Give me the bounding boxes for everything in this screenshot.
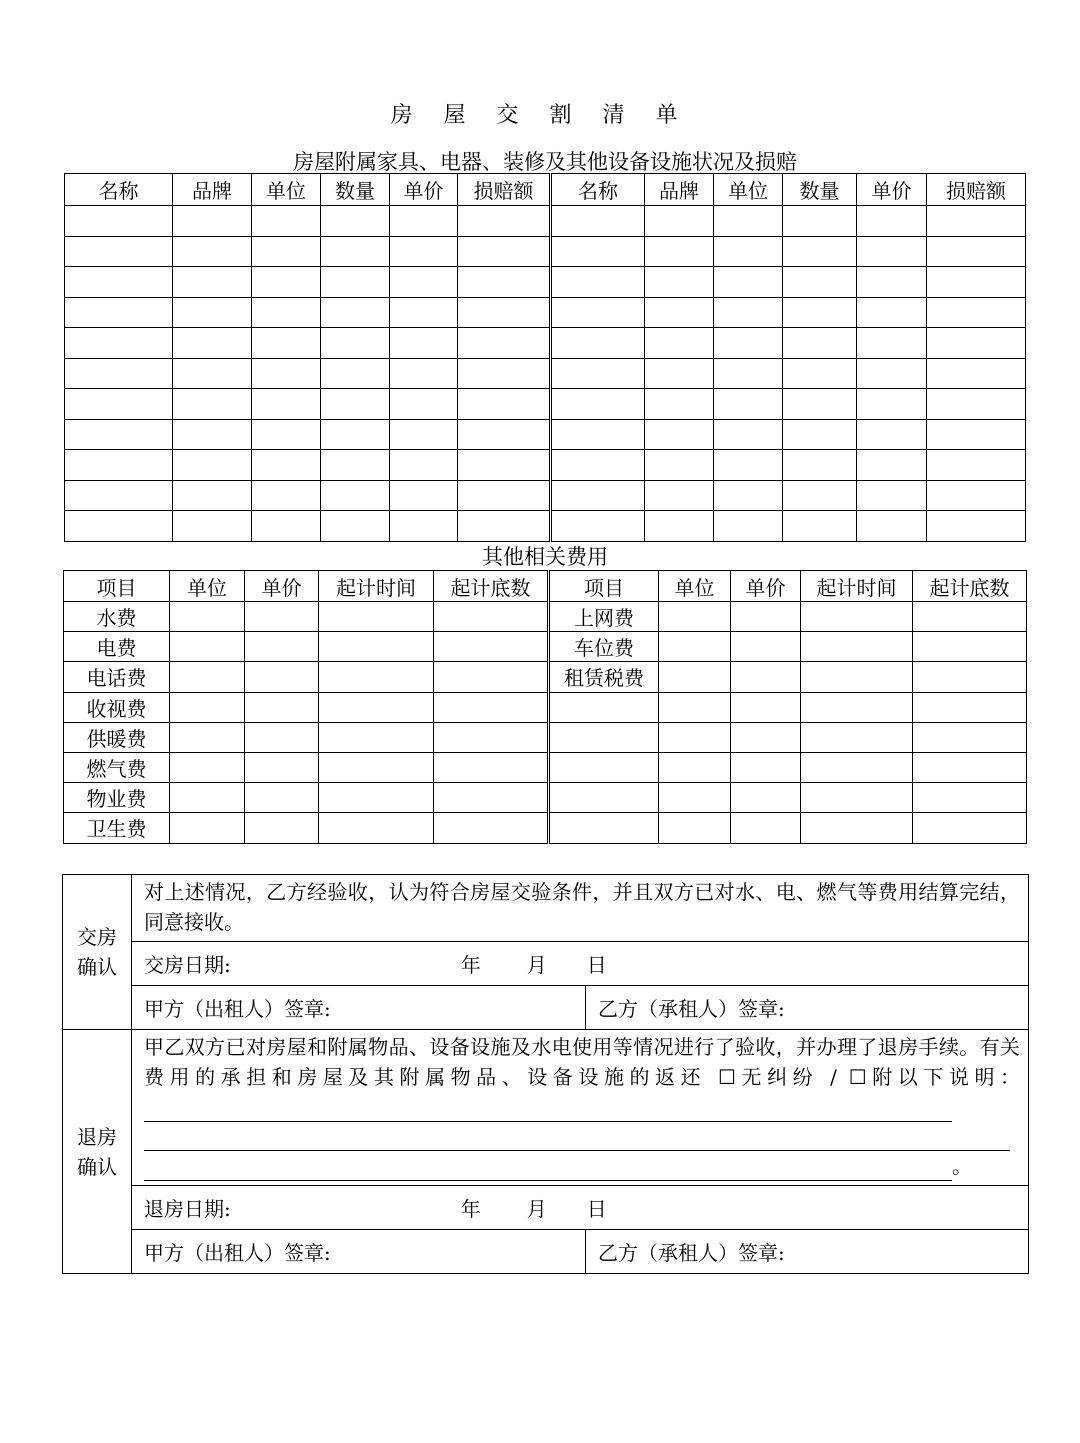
furniture-cell[interactable] bbox=[927, 419, 1026, 450]
fee-item-right bbox=[549, 783, 659, 813]
furniture-cell[interactable] bbox=[65, 267, 173, 298]
fee-cell[interactable] bbox=[319, 813, 434, 843]
furniture-cell[interactable] bbox=[927, 358, 1026, 389]
header-item: 项目 bbox=[549, 571, 659, 602]
fee-cell[interactable] bbox=[319, 783, 434, 813]
fee-cell[interactable] bbox=[913, 722, 1027, 752]
furniture-cell[interactable] bbox=[252, 450, 321, 481]
furniture-cell[interactable] bbox=[714, 358, 783, 389]
furniture-cell[interactable] bbox=[714, 389, 783, 420]
furniture-cell[interactable] bbox=[927, 267, 1026, 298]
checkout-party-a-sign: 甲方（出租人）签章: bbox=[132, 1230, 586, 1274]
furniture-cell[interactable] bbox=[321, 267, 390, 298]
furniture-cell[interactable] bbox=[321, 206, 390, 237]
furniture-cell[interactable] bbox=[714, 236, 783, 267]
furniture-row bbox=[65, 389, 1026, 420]
fees-section-title: 其他相关费用 bbox=[482, 545, 608, 569]
page-title: 房 屋 交 割 清 单 bbox=[390, 103, 690, 128]
fee-cell[interactable] bbox=[245, 752, 319, 782]
furniture-cell[interactable] bbox=[173, 480, 252, 511]
fee-cell[interactable] bbox=[801, 783, 913, 813]
furniture-row bbox=[65, 419, 1026, 450]
fee-cell[interactable] bbox=[659, 632, 731, 662]
furniture-section-title: 房屋附属家具、电器、装修及其他设备设施状况及损赔 bbox=[293, 150, 797, 174]
furniture-cell[interactable] bbox=[458, 297, 551, 328]
fee-item-left: 电费 bbox=[64, 632, 170, 662]
fee-cell[interactable] bbox=[170, 632, 245, 662]
fee-cell[interactable] bbox=[801, 722, 913, 752]
header-quantity: 数量 bbox=[321, 174, 390, 206]
fee-cell[interactable] bbox=[801, 692, 913, 722]
fee-cell[interactable] bbox=[170, 752, 245, 782]
furniture-cell[interactable] bbox=[857, 297, 927, 328]
checkout-day: 日 bbox=[586, 1197, 607, 1221]
fee-item-right: 上网费 bbox=[549, 602, 659, 632]
furniture-cell[interactable] bbox=[783, 419, 857, 450]
fee-cell[interactable] bbox=[434, 662, 549, 692]
furniture-cell[interactable] bbox=[390, 480, 458, 511]
fee-item-left: 收视费 bbox=[64, 692, 170, 722]
furniture-cell[interactable] bbox=[458, 389, 551, 420]
fee-item-left: 物业费 bbox=[64, 783, 170, 813]
furniture-cell[interactable] bbox=[321, 450, 390, 481]
fee-cell[interactable] bbox=[913, 602, 1027, 632]
furniture-row bbox=[65, 511, 1026, 542]
furniture-cell[interactable] bbox=[390, 389, 458, 420]
furniture-cell[interactable] bbox=[65, 328, 173, 359]
furniture-cell[interactable] bbox=[645, 267, 714, 298]
furniture-cell[interactable] bbox=[551, 236, 645, 267]
furniture-cell[interactable] bbox=[645, 236, 714, 267]
fee-cell[interactable] bbox=[434, 722, 549, 752]
furniture-cell[interactable] bbox=[390, 236, 458, 267]
furniture-cell[interactable] bbox=[714, 297, 783, 328]
furniture-cell[interactable] bbox=[645, 450, 714, 481]
fee-cell[interactable] bbox=[913, 783, 1027, 813]
furniture-cell[interactable] bbox=[783, 358, 857, 389]
furniture-cell[interactable] bbox=[857, 389, 927, 420]
fee-item-right: 租赁税费 bbox=[549, 662, 659, 692]
fee-cell[interactable] bbox=[801, 602, 913, 632]
furniture-cell[interactable] bbox=[173, 328, 252, 359]
furniture-cell[interactable] bbox=[390, 297, 458, 328]
furniture-cell[interactable] bbox=[645, 511, 714, 542]
furniture-cell[interactable] bbox=[458, 206, 551, 237]
furniture-cell[interactable] bbox=[390, 328, 458, 359]
furniture-cell[interactable] bbox=[65, 450, 173, 481]
confirmation-table bbox=[62, 874, 1029, 1274]
furniture-cell[interactable] bbox=[458, 328, 551, 359]
furniture-cell[interactable] bbox=[783, 267, 857, 298]
furniture-cell[interactable] bbox=[857, 511, 927, 542]
furniture-row bbox=[65, 480, 1026, 511]
checkout-end-mark: 。 bbox=[952, 1154, 972, 1178]
furniture-cell[interactable] bbox=[783, 206, 857, 237]
furniture-cell[interactable] bbox=[458, 419, 551, 450]
furniture-cell[interactable] bbox=[390, 206, 458, 237]
handover-year: 年 bbox=[460, 953, 481, 977]
remark-line-1[interactable] bbox=[144, 1099, 952, 1122]
furniture-cell[interactable] bbox=[857, 480, 927, 511]
fee-cell[interactable] bbox=[913, 692, 1027, 722]
furniture-cell[interactable] bbox=[927, 450, 1026, 481]
fee-row bbox=[64, 602, 1027, 632]
fee-cell[interactable] bbox=[434, 602, 549, 632]
handover-label-line1: 交房 bbox=[77, 925, 117, 949]
header-unit: 单位 bbox=[714, 174, 783, 206]
fee-row bbox=[64, 692, 1027, 722]
header-unit-price: 单价 bbox=[731, 571, 801, 602]
fee-cell[interactable] bbox=[319, 722, 434, 752]
furniture-cell[interactable] bbox=[551, 358, 645, 389]
header-unit: 单位 bbox=[170, 571, 245, 602]
checkout-date-row bbox=[132, 1186, 1029, 1230]
furniture-cell[interactable] bbox=[645, 206, 714, 237]
fee-cell[interactable] bbox=[659, 602, 731, 632]
furniture-cell[interactable] bbox=[714, 267, 783, 298]
furniture-cell[interactable] bbox=[927, 389, 1026, 420]
fee-item-left: 水费 bbox=[64, 602, 170, 632]
fee-cell[interactable] bbox=[245, 813, 319, 843]
furniture-cell[interactable] bbox=[927, 480, 1026, 511]
furniture-cell[interactable] bbox=[65, 480, 173, 511]
furniture-cell[interactable] bbox=[65, 511, 173, 542]
remark-line-2[interactable] bbox=[144, 1122, 1010, 1151]
furniture-cell[interactable] bbox=[927, 297, 1026, 328]
furniture-cell[interactable] bbox=[714, 419, 783, 450]
fee-cell[interactable] bbox=[170, 602, 245, 632]
furniture-cell[interactable] bbox=[783, 480, 857, 511]
furniture-row bbox=[65, 450, 1026, 481]
fee-cell[interactable] bbox=[170, 662, 245, 692]
handover-party-a-sign: 甲方（出租人）签章: bbox=[132, 986, 586, 1030]
fee-cell[interactable] bbox=[245, 632, 319, 662]
furniture-cell[interactable] bbox=[857, 328, 927, 359]
furniture-cell[interactable] bbox=[927, 511, 1026, 542]
furniture-cell[interactable] bbox=[458, 480, 551, 511]
fee-item-right: 车位费 bbox=[549, 632, 659, 662]
fee-cell[interactable] bbox=[245, 783, 319, 813]
header-unit-price: 单价 bbox=[390, 174, 458, 206]
furniture-cell[interactable] bbox=[857, 236, 927, 267]
fee-cell[interactable] bbox=[731, 813, 801, 843]
furniture-cell[interactable] bbox=[321, 389, 390, 420]
furniture-cell[interactable] bbox=[173, 450, 252, 481]
fee-cell[interactable] bbox=[245, 722, 319, 752]
header-quantity: 数量 bbox=[783, 174, 857, 206]
furniture-cell[interactable] bbox=[321, 236, 390, 267]
furniture-cell[interactable] bbox=[252, 297, 321, 328]
checkout-statement-cell bbox=[132, 1030, 1029, 1186]
furniture-cell[interactable] bbox=[252, 480, 321, 511]
furniture-cell[interactable] bbox=[252, 328, 321, 359]
furniture-cell[interactable] bbox=[645, 419, 714, 450]
furniture-cell[interactable] bbox=[252, 267, 321, 298]
fee-cell[interactable] bbox=[170, 692, 245, 722]
furniture-cell[interactable] bbox=[857, 419, 927, 450]
fee-cell[interactable] bbox=[731, 722, 801, 752]
header-unit-price: 单价 bbox=[245, 571, 319, 602]
checkout-label-line2: 确认 bbox=[77, 1154, 117, 1179]
furniture-cell[interactable] bbox=[65, 236, 173, 267]
fee-cell[interactable] bbox=[659, 722, 731, 752]
furniture-cell[interactable] bbox=[551, 206, 645, 237]
furniture-cell[interactable] bbox=[783, 389, 857, 420]
fee-cell[interactable] bbox=[913, 632, 1027, 662]
furniture-cell[interactable] bbox=[857, 358, 927, 389]
furniture-cell[interactable] bbox=[551, 297, 645, 328]
furniture-cell[interactable] bbox=[714, 328, 783, 359]
fee-cell[interactable] bbox=[434, 752, 549, 782]
fee-cell[interactable] bbox=[245, 692, 319, 722]
fee-cell[interactable] bbox=[801, 662, 913, 692]
furniture-cell[interactable] bbox=[927, 206, 1026, 237]
furniture-cell[interactable] bbox=[927, 236, 1026, 267]
fee-cell[interactable] bbox=[801, 752, 913, 782]
furniture-cell[interactable] bbox=[783, 511, 857, 542]
furniture-cell[interactable] bbox=[551, 389, 645, 420]
handover-label bbox=[63, 875, 132, 1030]
furniture-row bbox=[65, 236, 1026, 267]
furniture-cell[interactable] bbox=[390, 267, 458, 298]
remark-line-3-wrap bbox=[144, 1151, 1020, 1181]
furniture-row bbox=[65, 297, 1026, 328]
fee-cell[interactable] bbox=[170, 722, 245, 752]
fee-cell[interactable] bbox=[731, 602, 801, 632]
handover-date-label: 交房日期: bbox=[144, 953, 231, 977]
checkout-party-b-sign: 乙方（承租人）签章: bbox=[586, 1230, 1029, 1274]
furniture-cell[interactable] bbox=[551, 328, 645, 359]
furniture-row bbox=[65, 358, 1026, 389]
fee-cell[interactable] bbox=[801, 813, 913, 843]
fee-cell[interactable] bbox=[913, 662, 1027, 692]
handover-party-b-sign: 乙方（承租人）签章: bbox=[586, 986, 1029, 1030]
fee-cell[interactable] bbox=[170, 783, 245, 813]
furniture-cell[interactable] bbox=[927, 328, 1026, 359]
furniture-cell[interactable] bbox=[458, 450, 551, 481]
furniture-cell[interactable] bbox=[645, 480, 714, 511]
checkout-month: 月 bbox=[526, 1197, 547, 1221]
fee-cell[interactable] bbox=[659, 662, 731, 692]
checkout-date-label: 退房日期: bbox=[144, 1197, 231, 1221]
handover-day: 日 bbox=[586, 953, 607, 977]
fee-row bbox=[64, 783, 1027, 813]
furniture-cell[interactable] bbox=[783, 297, 857, 328]
furniture-cell[interactable] bbox=[173, 297, 252, 328]
header-unit: 单位 bbox=[659, 571, 731, 602]
header-brand: 品牌 bbox=[173, 174, 252, 206]
furniture-cell[interactable] bbox=[645, 328, 714, 359]
fee-cell[interactable] bbox=[170, 813, 245, 843]
checkout-label bbox=[63, 1030, 132, 1274]
fee-item-left: 卫生费 bbox=[64, 813, 170, 843]
furniture-cell[interactable] bbox=[857, 267, 927, 298]
furniture-cell[interactable] bbox=[390, 419, 458, 450]
fee-cell[interactable] bbox=[913, 752, 1027, 782]
furniture-row bbox=[65, 206, 1026, 237]
fee-row bbox=[64, 722, 1027, 752]
checkout-label-line1: 退房 bbox=[77, 1124, 117, 1149]
fee-row bbox=[64, 813, 1027, 843]
furniture-cell[interactable] bbox=[645, 297, 714, 328]
checkout-year: 年 bbox=[460, 1197, 481, 1221]
header-start-reading: 起计底数 bbox=[434, 571, 549, 602]
furniture-cell[interactable] bbox=[252, 236, 321, 267]
fee-cell[interactable] bbox=[319, 632, 434, 662]
fee-cell[interactable] bbox=[659, 692, 731, 722]
furniture-cell[interactable] bbox=[173, 267, 252, 298]
header-start-reading: 起计底数 bbox=[913, 571, 1027, 602]
header-start-time: 起计时间 bbox=[319, 571, 434, 602]
header-start-time: 起计时间 bbox=[801, 571, 913, 602]
furniture-cell[interactable] bbox=[252, 419, 321, 450]
furniture-cell[interactable] bbox=[173, 389, 252, 420]
fee-cell[interactable] bbox=[319, 602, 434, 632]
furniture-cell[interactable] bbox=[252, 511, 321, 542]
header-damage: 损赔额 bbox=[927, 174, 1026, 206]
furniture-cell[interactable] bbox=[458, 358, 551, 389]
furniture-cell[interactable] bbox=[173, 419, 252, 450]
handover-date-row bbox=[132, 942, 1029, 986]
header-name: 名称 bbox=[65, 174, 173, 206]
furniture-cell[interactable] bbox=[645, 358, 714, 389]
header-unit-price: 单价 bbox=[857, 174, 927, 206]
furniture-cell[interactable] bbox=[321, 328, 390, 359]
furniture-cell[interactable] bbox=[321, 297, 390, 328]
furniture-row bbox=[65, 328, 1026, 359]
fee-item-left: 燃气费 bbox=[64, 752, 170, 782]
handover-label-line2: 确认 bbox=[77, 955, 117, 979]
furniture-cell[interactable] bbox=[714, 511, 783, 542]
fee-cell[interactable] bbox=[434, 632, 549, 662]
furniture-cell[interactable] bbox=[252, 206, 321, 237]
furniture-cell[interactable] bbox=[783, 450, 857, 481]
furniture-cell[interactable] bbox=[252, 389, 321, 420]
furniture-cell[interactable] bbox=[65, 419, 173, 450]
furniture-cell[interactable] bbox=[65, 358, 173, 389]
furniture-cell[interactable] bbox=[551, 267, 645, 298]
furniture-cell[interactable] bbox=[173, 206, 252, 237]
fee-cell[interactable] bbox=[319, 752, 434, 782]
fee-cell[interactable] bbox=[659, 752, 731, 782]
fee-item-right bbox=[549, 722, 659, 752]
fee-row bbox=[64, 662, 1027, 692]
furniture-header-row bbox=[65, 174, 1026, 206]
furniture-cell[interactable] bbox=[321, 358, 390, 389]
furniture-cell[interactable] bbox=[252, 358, 321, 389]
furniture-cell[interactable] bbox=[857, 206, 927, 237]
furniture-cell[interactable] bbox=[458, 267, 551, 298]
furniture-cell[interactable] bbox=[551, 450, 645, 481]
furniture-cell[interactable] bbox=[321, 419, 390, 450]
fee-cell[interactable] bbox=[245, 602, 319, 632]
furniture-cell[interactable] bbox=[645, 389, 714, 420]
fees-table bbox=[63, 570, 1027, 844]
furniture-cell[interactable] bbox=[783, 236, 857, 267]
fee-row bbox=[64, 632, 1027, 662]
fee-cell[interactable] bbox=[319, 662, 434, 692]
handover-month: 月 bbox=[526, 953, 547, 977]
fee-item-right bbox=[549, 752, 659, 782]
fee-item-left: 电话费 bbox=[64, 662, 170, 692]
fee-cell[interactable] bbox=[659, 813, 731, 843]
header-brand: 品牌 bbox=[645, 174, 714, 206]
furniture-cell[interactable] bbox=[458, 511, 551, 542]
furniture-cell[interactable] bbox=[321, 511, 390, 542]
header-unit: 单位 bbox=[252, 174, 321, 206]
furniture-cell[interactable] bbox=[551, 511, 645, 542]
furniture-cell[interactable] bbox=[551, 480, 645, 511]
fee-cell[interactable] bbox=[245, 662, 319, 692]
fee-cell[interactable] bbox=[434, 692, 549, 722]
fees-header-row bbox=[64, 571, 1027, 602]
furniture-cell[interactable] bbox=[65, 297, 173, 328]
furniture-cell[interactable] bbox=[390, 511, 458, 542]
furniture-cell[interactable] bbox=[714, 206, 783, 237]
header-damage: 损赔额 bbox=[458, 174, 551, 206]
header-item: 项目 bbox=[64, 571, 170, 602]
fee-cell[interactable] bbox=[731, 692, 801, 722]
remark-line-3[interactable] bbox=[144, 1158, 952, 1181]
fee-row bbox=[64, 752, 1027, 782]
furniture-cell[interactable] bbox=[458, 236, 551, 267]
fee-cell[interactable] bbox=[659, 783, 731, 813]
checkout-statement: 甲乙双方已对房屋和附属物品、设备设施及水电使用等情况进行了验收，并办理了退房手续。有关费用的承担和房屋及其附属物品、设备设施的返还 ☐无纠纷 / ☐附以下说明： bbox=[144, 1035, 1020, 1089]
furniture-cell[interactable] bbox=[321, 480, 390, 511]
fee-item-left: 供暖费 bbox=[64, 722, 170, 752]
fee-item-right bbox=[549, 813, 659, 843]
furniture-cell[interactable] bbox=[551, 419, 645, 450]
fee-item-right bbox=[549, 692, 659, 722]
handover-statement: 对上述情况，乙方经验收，认为符合房屋交验条件，并且双方已对水、电、燃气等费用结算完结，同意接收。 bbox=[132, 875, 1029, 942]
furniture-cell[interactable] bbox=[857, 450, 927, 481]
furniture-cell[interactable] bbox=[390, 450, 458, 481]
furniture-cell[interactable] bbox=[65, 389, 173, 420]
furniture-cell[interactable] bbox=[714, 450, 783, 481]
fee-cell[interactable] bbox=[434, 813, 549, 843]
furniture-cell[interactable] bbox=[65, 206, 173, 237]
fee-cell[interactable] bbox=[731, 632, 801, 662]
furniture-cell[interactable] bbox=[173, 511, 252, 542]
fee-cell[interactable] bbox=[913, 813, 1027, 843]
furniture-row bbox=[65, 267, 1026, 298]
fee-cell[interactable] bbox=[731, 662, 801, 692]
fee-cell[interactable] bbox=[434, 783, 549, 813]
furniture-cell[interactable] bbox=[783, 328, 857, 359]
fee-cell[interactable] bbox=[731, 783, 801, 813]
furniture-cell[interactable] bbox=[173, 236, 252, 267]
furniture-cell[interactable] bbox=[390, 358, 458, 389]
furniture-cell[interactable] bbox=[173, 358, 252, 389]
header-name: 名称 bbox=[551, 174, 645, 206]
fee-cell[interactable] bbox=[319, 692, 434, 722]
furniture-cell[interactable] bbox=[714, 480, 783, 511]
fee-cell[interactable] bbox=[731, 752, 801, 782]
fee-cell[interactable] bbox=[801, 632, 913, 662]
furniture-table bbox=[64, 173, 1026, 542]
